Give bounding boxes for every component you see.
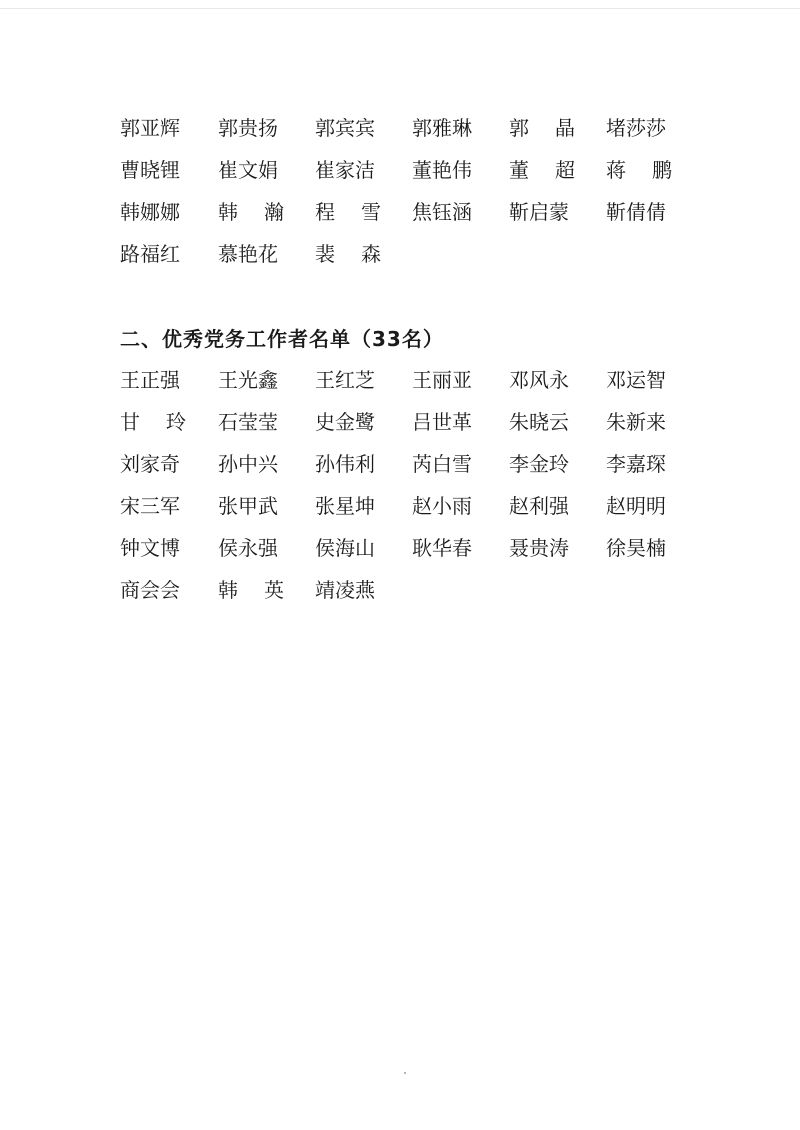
person-name: 甘 玲 xyxy=(120,410,186,434)
person-name: 王丽亚 xyxy=(412,368,472,392)
person-name: 蒋 鹏 xyxy=(606,158,672,182)
person-name: 韩娜娜 xyxy=(120,200,180,224)
page-speck xyxy=(404,1072,406,1074)
name-row xyxy=(120,490,700,532)
person-name: 赵利强 xyxy=(509,494,569,518)
name-row xyxy=(120,154,700,196)
person-name: 郭雅琳 xyxy=(412,116,472,140)
person-name: 郭亚辉 xyxy=(120,116,180,140)
person-name: 郭 晶 xyxy=(509,116,575,140)
name-row xyxy=(120,364,700,406)
scan-edge-line xyxy=(0,8,800,9)
name-row xyxy=(120,448,700,490)
person-name: 慕艳花 xyxy=(218,242,278,266)
person-name: 刘家奇 xyxy=(120,452,180,476)
person-name: 崔文娟 xyxy=(218,158,278,182)
person-name: 张甲武 xyxy=(218,494,278,518)
person-name: 堵莎莎 xyxy=(606,116,666,140)
person-name: 李嘉琛 xyxy=(606,452,666,476)
person-name: 史金鹭 xyxy=(315,410,375,434)
person-name: 侯永强 xyxy=(218,536,278,560)
person-name: 郭贵扬 xyxy=(218,116,278,140)
person-name: 耿华春 xyxy=(412,536,472,560)
person-name: 程 雪 xyxy=(315,200,381,224)
person-name: 张星坤 xyxy=(315,494,375,518)
honoree-name-list-continued xyxy=(120,112,700,280)
person-name: 吕世革 xyxy=(412,410,472,434)
name-row xyxy=(120,574,700,616)
person-name: 韩 瀚 xyxy=(218,200,284,224)
person-name: 曹晓锂 xyxy=(120,158,180,182)
person-name: 李金玲 xyxy=(509,452,569,476)
person-name: 聂贵涛 xyxy=(509,536,569,560)
person-name: 商会会 xyxy=(120,578,180,602)
person-name: 孙伟利 xyxy=(315,452,375,476)
person-name: 韩 英 xyxy=(218,578,284,602)
person-name: 王红芝 xyxy=(315,368,375,392)
person-name: 孙中兴 xyxy=(218,452,278,476)
name-row xyxy=(120,196,700,238)
person-name: 徐昊楠 xyxy=(606,536,666,560)
person-name: 裴 森 xyxy=(315,242,381,266)
name-row xyxy=(120,112,700,154)
person-name: 王光鑫 xyxy=(218,368,278,392)
person-name: 赵明明 xyxy=(606,494,666,518)
name-row xyxy=(120,532,700,574)
person-name: 朱新来 xyxy=(606,410,666,434)
person-name: 赵小雨 xyxy=(412,494,472,518)
person-name: 钟文博 xyxy=(120,536,180,560)
person-name: 崔家洁 xyxy=(315,158,375,182)
person-name: 路福红 xyxy=(120,242,180,266)
person-name: 靖凌燕 xyxy=(315,578,375,602)
person-name: 邓风永 xyxy=(509,368,569,392)
outstanding-party-workers-list xyxy=(120,364,700,616)
person-name: 焦钰涵 xyxy=(412,200,472,224)
person-name: 董艳伟 xyxy=(412,158,472,182)
person-name: 董 超 xyxy=(509,158,575,182)
person-name: 宋三军 xyxy=(120,494,180,518)
person-name: 侯海山 xyxy=(315,536,375,560)
person-name: 邓运智 xyxy=(606,368,666,392)
person-name: 石莹莹 xyxy=(218,410,278,434)
person-name: 朱晓云 xyxy=(509,410,569,434)
person-name: 郭宾宾 xyxy=(315,116,375,140)
person-name: 芮白雪 xyxy=(412,452,472,476)
section-two-heading: 二、优秀党务工作者名单（33名） xyxy=(120,327,444,351)
person-name: 靳启蒙 xyxy=(509,200,569,224)
person-name: 靳倩倩 xyxy=(606,200,666,224)
name-row xyxy=(120,238,700,280)
person-name: 王正强 xyxy=(120,368,180,392)
name-row xyxy=(120,406,700,448)
